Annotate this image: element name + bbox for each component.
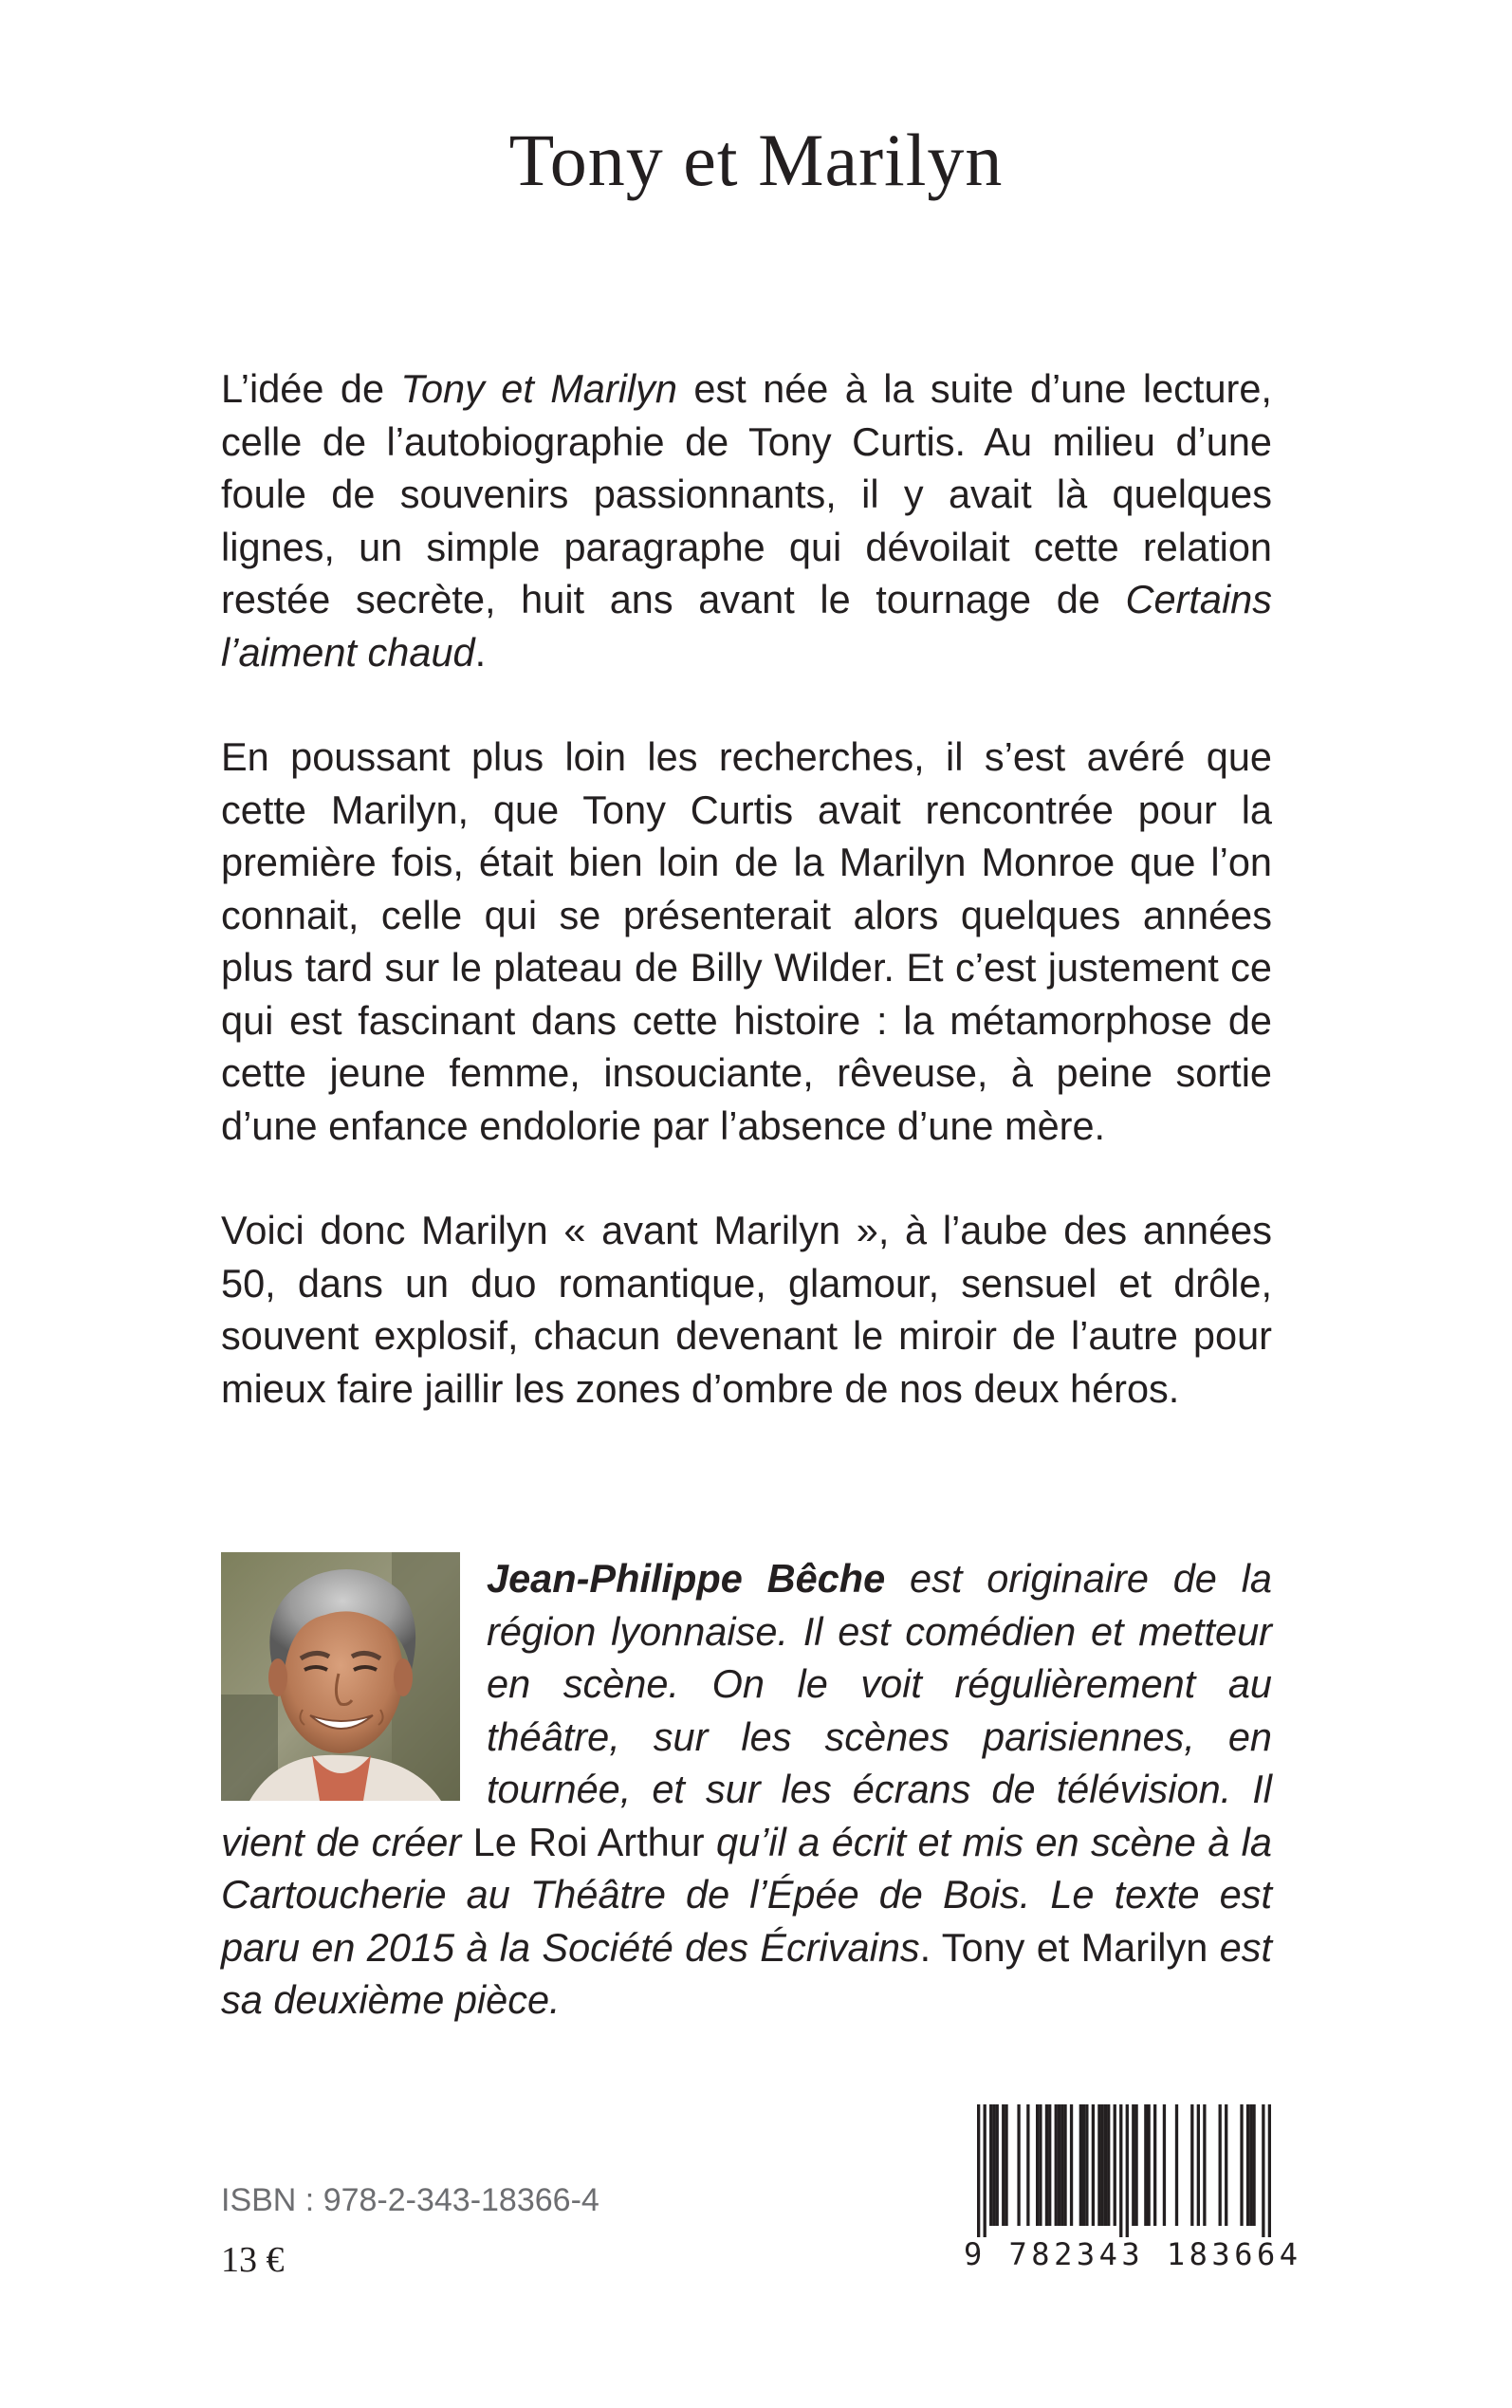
barcode-bar: [1126, 2104, 1129, 2237]
barcode-bar: [1190, 2104, 1193, 2226]
synopsis-text: .: [474, 629, 487, 675]
barcode-bar: [1082, 2104, 1085, 2226]
barcode-bar: [992, 2104, 995, 2226]
barcode-bar: [1058, 2104, 1060, 2226]
author-photo: [221, 1552, 460, 1801]
book-title: Tony et Marilyn: [508, 119, 1004, 201]
barcode-bar: [1197, 2104, 1200, 2226]
barcode-bar: [1132, 2104, 1134, 2226]
barcode-bar: [1262, 2104, 1264, 2237]
barcode-bar: [1163, 2104, 1166, 2226]
barcode-bar: [977, 2104, 980, 2237]
barcode-bar: [1268, 2104, 1271, 2237]
barcode: [977, 2104, 1271, 2237]
barcode-bar: [1005, 2104, 1007, 2226]
barcode-bar: [1092, 2104, 1095, 2226]
author-bio: [221, 1552, 1272, 2027]
barcode-bar: [1219, 2104, 1222, 2226]
author-bio-part: est originaire de la région lyonnaise. Il est comédien et metteur en scène. On le voit régulièrement au théâtre, sur les scènes parisiennes, en tournée, et sur les écrans de télévision. Il vient de créer: [221, 1556, 1272, 1864]
price: 13 €: [221, 2240, 285, 2280]
synopsis-film-title: Certains l’aiment chaud: [221, 577, 1272, 675]
synopsis-paragraph-3: Voici donc Marilyn « avant Marilyn », à l’aube des années 50, dans un duo romantique, glamour, sensuel et drôle, souvent explosif, chacun devenant le miroir de l’autre pour mieux faire jaillir les zones d’ombre de nos deux héros.: [221, 1208, 1272, 1411]
barcode-bar: [1055, 2104, 1058, 2226]
barcode-bar: [1070, 2104, 1073, 2226]
barcode-bar: [1252, 2104, 1255, 2226]
barcode-bar: [1144, 2104, 1147, 2226]
isbn: ISBN : 978-2-343-18366-4: [221, 2182, 599, 2218]
author-bio-part: .: [919, 1924, 942, 1970]
barcode-bar: [1246, 2104, 1249, 2226]
barcode-bar: [989, 2104, 992, 2226]
synopsis-paragraph-2: En poussant plus loin les recherches, il s’est avéré que cette Marilyn, que Tony Curtis avait rencontrée pour la première fois, était bien loin de la Marilyn Monroe que l’on connait, celle qui se présenterait alors quelques années plus tard sur le plateau de Billy Wilder. Et c’est justement ce qui est fascinant dans cette histoire : la métamorphose de cette jeune femme, insouciante, rêveuse, à peine sortie d’une enfance endolorie par l’absence d’une mère.: [221, 734, 1272, 1148]
barcode-bar: [1134, 2104, 1137, 2226]
barcode-bar: [1060, 2104, 1063, 2226]
synopsis-text: L’idée de: [221, 366, 401, 411]
barcode-bar: [1002, 2104, 1005, 2226]
barcode-bar: [1063, 2104, 1066, 2226]
barcode-bar: [1085, 2104, 1088, 2226]
synopsis-book-title: Tony et Marilyn: [400, 366, 677, 411]
barcode-bar: [1225, 2104, 1227, 2226]
barcode-digits: 9 782343 183664: [964, 2236, 1302, 2272]
synopsis: [221, 362, 1272, 1467]
barcode-bar: [1175, 2104, 1178, 2226]
barcode-bar: [1147, 2104, 1150, 2226]
author-name: Jean-Philippe Bêche: [487, 1556, 886, 1601]
barcode-bar: [984, 2104, 986, 2237]
barcode-bar: [1079, 2104, 1082, 2226]
barcode-bar: [1107, 2104, 1110, 2226]
barcode-bar: [1240, 2104, 1243, 2226]
barcode-bar: [1097, 2104, 1100, 2226]
barcode-bar: [1048, 2104, 1051, 2226]
barcode-bar: [1045, 2104, 1048, 2226]
author-work-title: Le Roi Arthur: [472, 1819, 705, 1864]
barcode-bar: [996, 2104, 999, 2226]
barcode-bar: [1104, 2104, 1107, 2226]
barcode-bar: [1203, 2104, 1206, 2226]
barcode-bar: [1153, 2104, 1156, 2226]
barcode-bar: [1119, 2104, 1122, 2237]
barcode-bar: [1249, 2104, 1252, 2226]
barcode-bar: [1039, 2104, 1042, 2226]
barcode-bar: [1017, 2104, 1020, 2226]
author-bio-part: est sa deuxième pièce.: [221, 1924, 1272, 2022]
author-work-title: Tony et Marilyn: [941, 1924, 1208, 1970]
synopsis-text: est née à la suite d’une lecture, celle de l’autobiographie de Tony Curtis. Au milieu d’une foule de souvenirs passionnants, il y avait là quelques lignes, un simple paragraphe qui dévoilait cette relation restée secrète, huit ans avant le tournage de: [221, 366, 1272, 621]
barcode-bar: [1036, 2104, 1039, 2226]
barcode-bar: [1114, 2104, 1116, 2226]
author-bio-part: qu’il a écrit et mis en scène à la Cartoucherie au Théâtre de l’Épée de Bois. Le texte est paru en 2015 à la Société des Écrivains: [221, 1819, 1272, 1970]
barcode-bar: [1101, 2104, 1104, 2226]
barcode-bar: [1026, 2104, 1029, 2226]
synopsis-paragraph-1: [221, 362, 1272, 678]
